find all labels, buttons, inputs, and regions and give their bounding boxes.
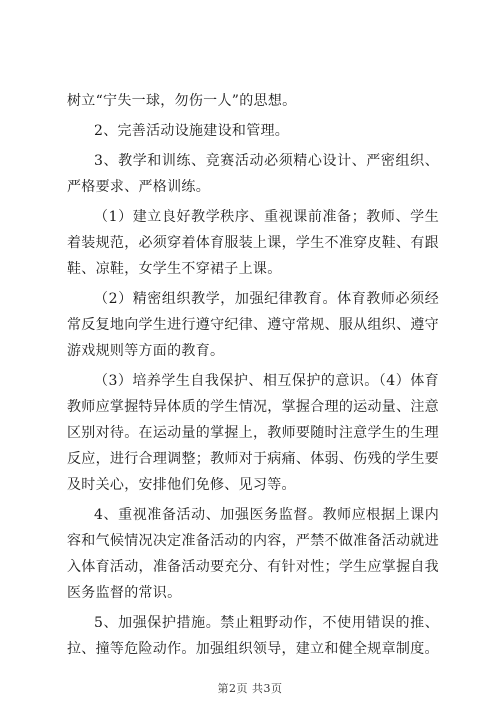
paragraph-item-5: 5、加强保护措施。禁止粗野动作，不使用错误的推、拉、撞等危险动作。加强组织领导，建立和健全规章制度。 — [67, 615, 439, 657]
page-footer — [0, 680, 500, 696]
paragraph-item-2: 2、完善活动设施建设和管理。 — [94, 123, 290, 139]
document-body — [67, 88, 439, 666]
paragraph-item-4: 4、重视准备活动、加强医务监督。教师应根据上课内容和气候情况决定准备活动的内容，严禁不做准备活动就进入体育活动，准备活动要充分、有针对性；学生应掌握自我医务监督的常识。 — [67, 507, 439, 601]
paragraph-subitem-3-4: （3）培养学生自我保护、相互保护的意识。（4）体育教师应掌握特异体质的学生情况，掌握合理的运动量、注意区别对待。在运动量的掌握上，教师要随时注意学生的生理反应，进行合理调整；教师对于病痛、体弱、伤残的学生要及时关心，安排他们免修、见习等。 — [67, 373, 439, 493]
paragraph-subitem-2: （2）精密组织教学，加强纪律教育。体育教师必须经常反复地向学生进行遵守纪律、遵守常规、服从组织、遵守游戏规则等方面的教育。 — [67, 291, 439, 359]
page-number-label: 第2页 共3页 — [217, 682, 283, 695]
paragraph-continuation: 树立“宁失一球，勿伤一人”的思想。 — [67, 93, 297, 109]
paragraph-subitem-1: （1）建立良好教学秩序、重视课前准备；教师、学生着装规范，必须穿着体育服装上课，学生不准穿皮鞋、有跟鞋、凉鞋，女学生不穿裙子上课。 — [67, 209, 439, 277]
paragraph-item-3: 3、教学和训练、竞赛活动必须精心设计、严密组织、严格要求、严格训练。 — [67, 153, 439, 195]
